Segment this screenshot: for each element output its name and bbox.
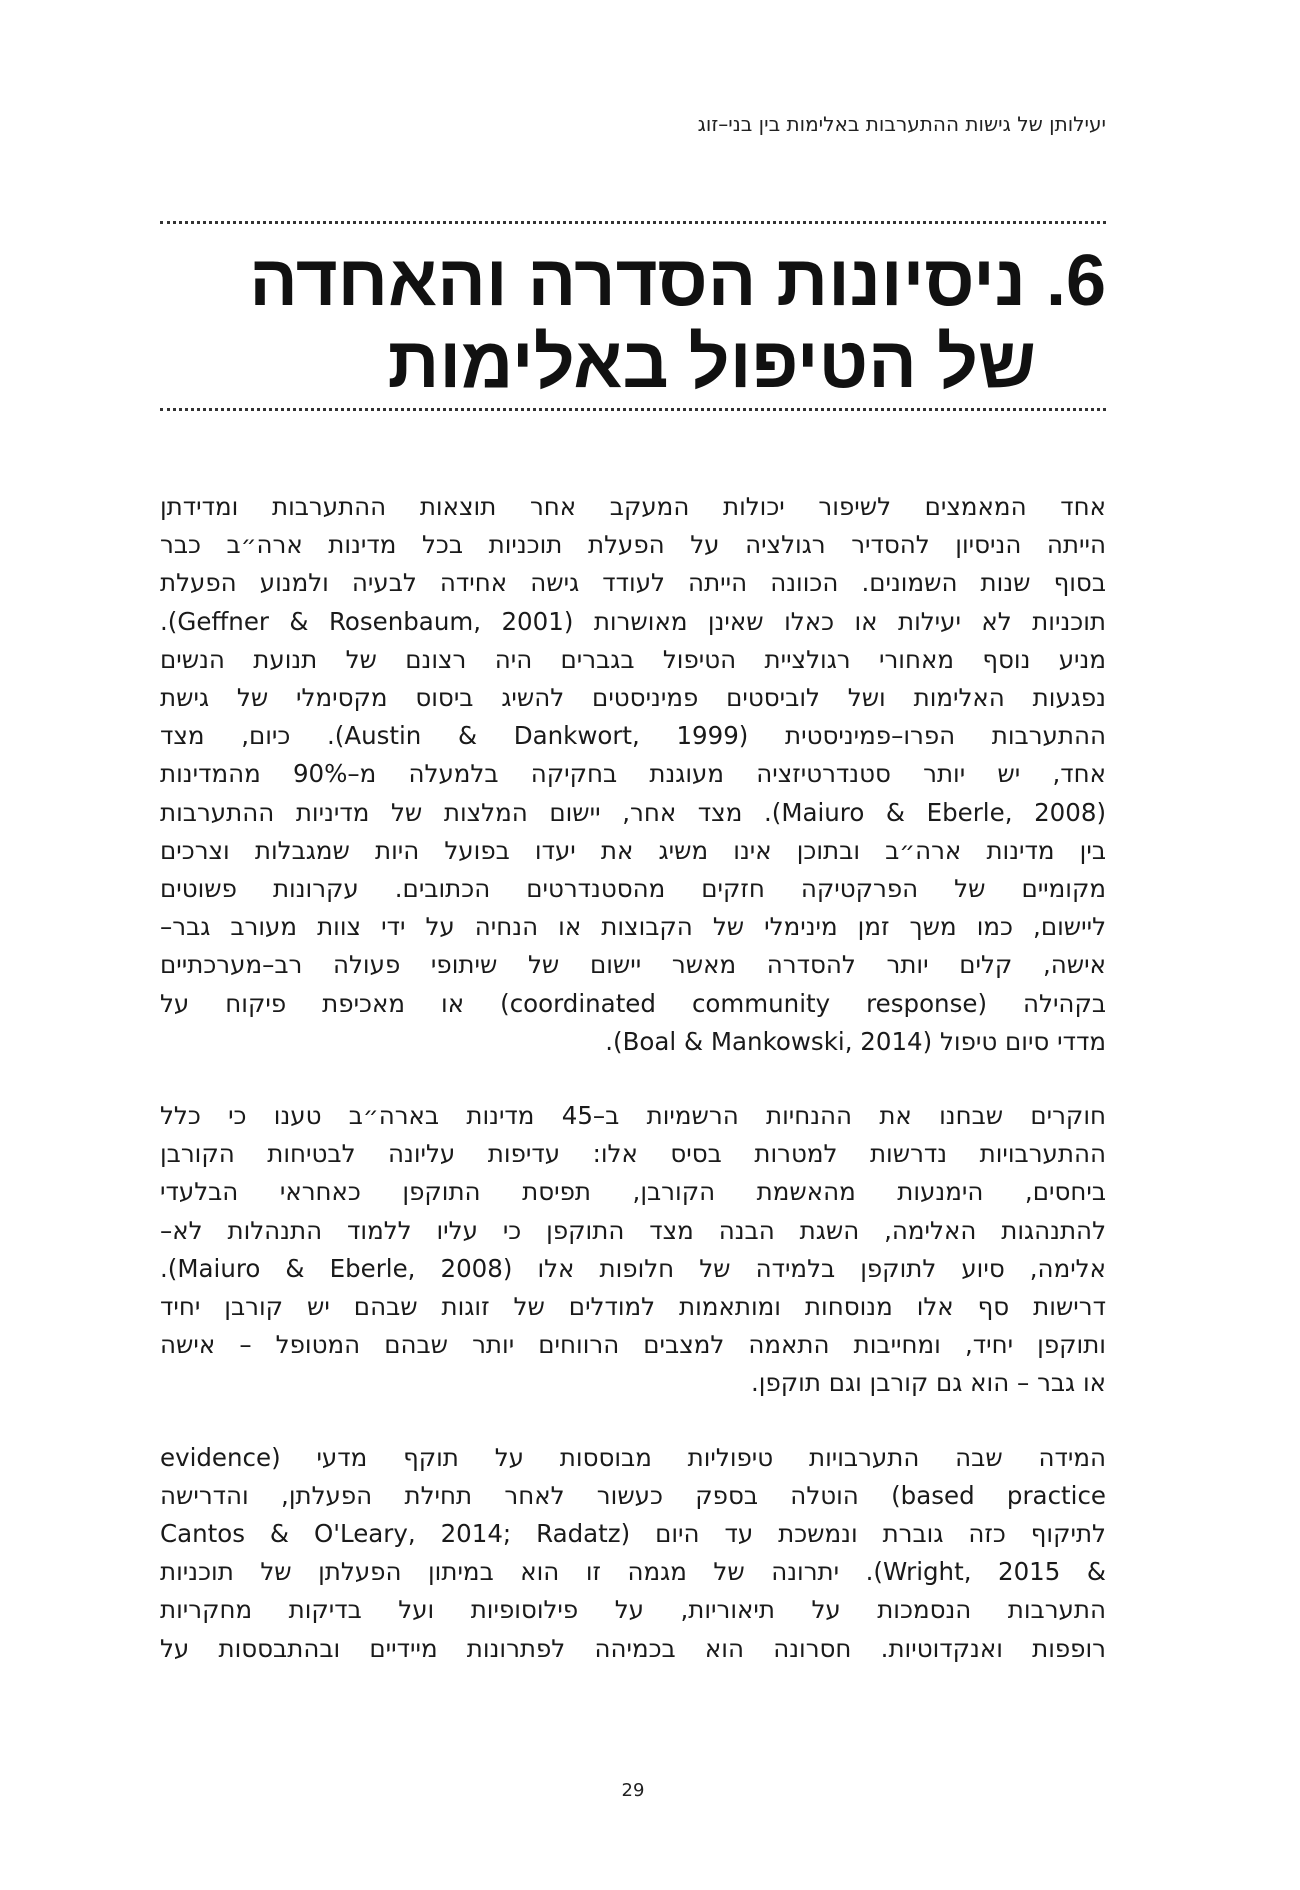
text-line: לתיקוף כזה גוברת ונמשכת עד היום (Cantos & O'Leary, 2014; Radatz: [160, 1519, 1106, 1549]
text-line: רופפות ואנקדוטיות. חסרונה הוא בכמיהה לפתרונות מיידיים ובהתבססות על: [160, 1633, 1106, 1663]
text-line: חוקרים שבחנו את ההנחיות הרשמיות ב–45 מדינות בארה״ב טענו כי כלל: [160, 1101, 1106, 1131]
text-line: דרישות סף אלו מנוסחות ומותאמות למודלים של זוגות שבהם יש קורבן יחיד: [160, 1292, 1106, 1322]
paragraph-3: [160, 1439, 1106, 1668]
chapter-number: 6.: [1045, 241, 1106, 321]
text-line: המידה שבה התערבויות טיפוליות מבוססות על תוקף מדעי (evidence: [160, 1442, 1106, 1472]
text-line: או גבר – הוא גם קורבן וגם תוקפן.: [751, 1368, 1106, 1398]
text-line: ליישום, כמו משך זמן מינימלי של הקבוצות או הנחיה על ידי צוות מעורב גבר–: [160, 912, 1106, 942]
text-line: based practice) הוטלה בספק כעשור לאחר תחילת הפעלתן, והדרישה: [160, 1480, 1106, 1510]
text-line: מדדי סיום טיפול (Boal & Mankowski, 2014).: [605, 1026, 1106, 1056]
document-page: [160, 0, 1106, 1890]
text-line: (Maiuro & Eberle, 2008). מצד אחר, יישום המלצות של מדיניות ההתערבות: [160, 797, 1106, 827]
running-header: יעילותן של גישות ההתערבות באלימות בין בני–זוג: [697, 112, 1106, 136]
text-line: & Wright, 2015). יתרונה של מגמה זו הוא במיתון הפעלתן של תוכניות: [160, 1557, 1106, 1587]
text-line: תוכניות לא יעילות או כאלו שאינן מאושרות (Geffner & Rosenbaum, 2001).: [160, 606, 1106, 636]
chapter-title-line-1: [160, 240, 1106, 322]
body-text: [160, 488, 1106, 1704]
title-divider-top: [160, 221, 1106, 224]
text-line: בין מדינות ארה״ב ובתוכן אינו משיג את יעדו בפועל היות שמגבלות וצרכים: [160, 835, 1106, 865]
title-divider-bottom: [160, 408, 1106, 411]
page-number: 29: [621, 1780, 645, 1801]
text-line: אחד, יש יותר סטנדרטיזציה מעוגנת בחקיקה בלמעלה מ–90% מהמדינות: [160, 759, 1107, 789]
paragraph-1: [160, 488, 1106, 1061]
paragraph-2: [160, 1097, 1106, 1403]
text-line: נפגעות האלימות ושל לוביסטים פמיניסטים להשיג ביסוס מקסימלי של גישת: [160, 683, 1106, 713]
text-line: אלימה, סיוע לתוקפן בלמידה של חלופות אלו (Maiuro & Eberle, 2008).: [160, 1253, 1106, 1283]
chapter-title-line-2: של הטיפול באלימות: [387, 323, 1036, 403]
text-line: להתנהגות האלימה, השגת הבנה מצד התוקפן כי עליו ללמוד התנהלות לא–: [160, 1215, 1106, 1245]
text-line: ההתערבות הפרו–פמיניסטית (Austin & Dankwort, 1999). כיום, מצד: [160, 721, 1106, 751]
text-line: ותוקפן יחיד, ומחייבות התאמה למצבים הרווחים יותר שבהם המטופל – אישה: [160, 1330, 1106, 1360]
text-line: ביחסים, הימנעות מהאשמת הקורבן, תפיסת התוקפן כאחראי הבלעדי: [160, 1177, 1106, 1207]
chapter-title: [160, 240, 1106, 404]
text-line: מניע נוסף מאחורי רגולציית הטיפול בגברים היה רצונם של תנועת הנשים: [160, 644, 1106, 674]
text-line: אחד המאמצים לשיפור יכולות המעקב אחר תוצאות ההתערבות ומדידתן: [160, 492, 1106, 521]
chapter-title-text-1: ניסיונות הסדרה והאחדה: [249, 241, 1026, 321]
text-line: אישה, קלים יותר להסדרה מאשר יישום של שיתופי פעולה רב–מערכתיים: [160, 950, 1106, 980]
text-line: ההתערבויות נדרשות למטרות בסיס אלו: עדיפות עליונה לבטיחות הקורבן: [160, 1139, 1106, 1169]
text-line: הייתה הניסיון להסדיר רגולציה על הפעלת תוכניות בכל מדינות ארה״ב כבר: [160, 530, 1106, 560]
text-line: מקומיים של הפרקטיקה חזקים מהסטנדרטים הכתובים. עקרונות פשוטים: [160, 874, 1106, 904]
text-line: בקהילה (coordinated community response) או מאכיפת פיקוח על: [160, 988, 1106, 1018]
text-line: התערבות הנסמכות על תיאוריות, על פילוסופיות ועל בדיקות מחקריות: [160, 1595, 1106, 1625]
text-line: בסוף שנות השמונים. הכוונה הייתה לעודד גישה אחידה לבעיה ולמנוע הפעלת: [160, 568, 1106, 598]
